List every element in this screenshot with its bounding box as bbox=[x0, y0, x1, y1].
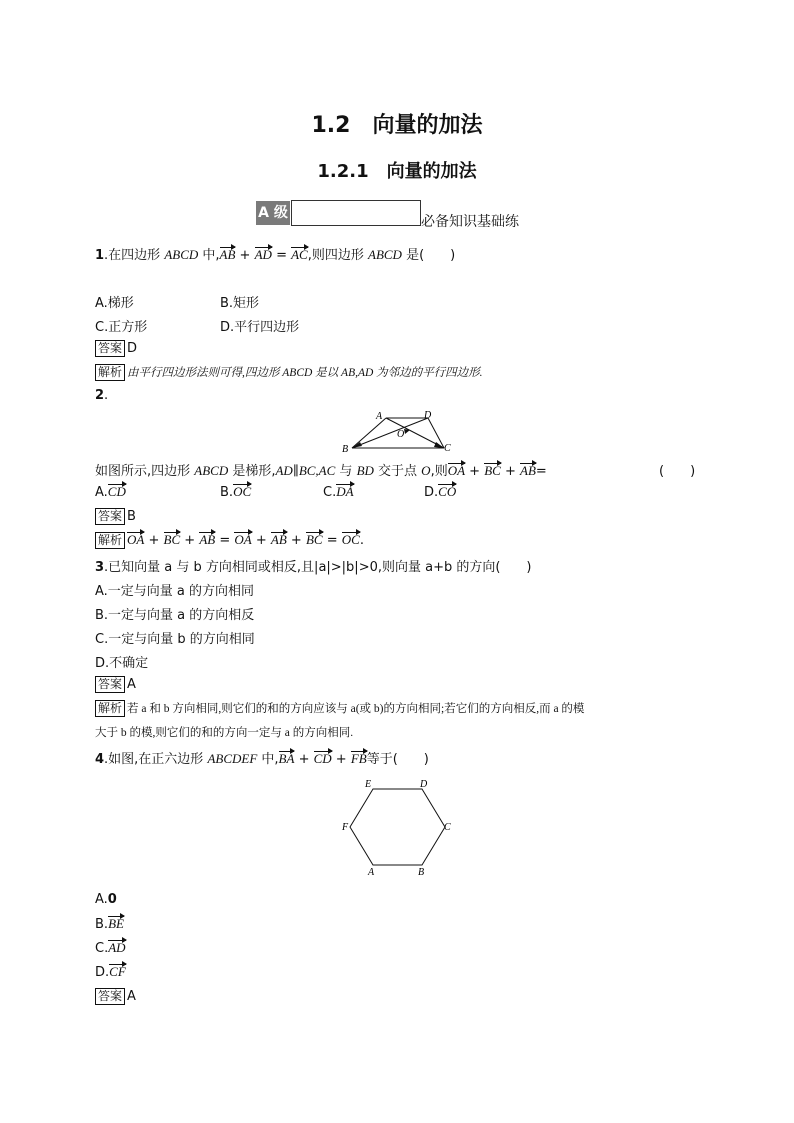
q1-option-b: B.矩形 bbox=[220, 296, 260, 311]
q4-option-b: B.BE bbox=[95, 916, 124, 932]
trapezoid-figure bbox=[338, 406, 458, 458]
q3-option-b: B.一定与向量 a 的方向相反 bbox=[95, 608, 255, 623]
q2-stem: 如图所示,四边形 ABCD 是梯形,AD∥BC,AC 与 BD 交于点 O,则OA + BC + AB= bbox=[95, 463, 547, 479]
q2-option-a: A.CD bbox=[95, 484, 126, 500]
q3-answer: 答案 A bbox=[95, 676, 136, 693]
section-title: 1.2 向量的加法 bbox=[311, 113, 483, 138]
q1-option-c: C.正方形 bbox=[95, 320, 148, 335]
q3-analysis-line2: 大于 b 的模,则它们的和的方向一定与 a 的方向相同. bbox=[95, 727, 354, 739]
label-c: C bbox=[444, 822, 451, 833]
level-badge: A 级 bbox=[256, 201, 290, 225]
q4-stem: 4.如图,在正六边形 ABCDEF 中,BA + CD + FB等于( ) bbox=[95, 751, 429, 767]
label-d: D bbox=[420, 779, 428, 790]
q2-option-d: D.CO bbox=[424, 484, 457, 500]
label-c: C bbox=[444, 443, 451, 454]
hexagon-figure bbox=[338, 776, 458, 878]
q3-stem: 3.已知向量 a 与 b 方向相同或相反,且|a|>|b|>0,则向量 a+b 的方向( ) bbox=[95, 560, 532, 575]
label-a: A bbox=[368, 867, 375, 878]
q2-paren: ( ) bbox=[659, 464, 696, 479]
q1-stem: 1.在四边形 ABCD 中,AB + AD = AC,则四边形 ABCD 是( ) bbox=[95, 247, 456, 263]
q1-option-d: D.平行四边形 bbox=[220, 320, 300, 335]
label-b: B bbox=[342, 444, 349, 455]
q3-option-c: C.一定与向量 b 的方向相同 bbox=[95, 632, 255, 647]
q2-analysis: 解析 OA + BC + AB = OA + AB + BC = OC. bbox=[95, 532, 364, 549]
q1-number: 1 bbox=[95, 248, 105, 263]
q2-option-c: C.DA bbox=[323, 484, 354, 500]
subsection-title: 1.2.1 向量的加法 bbox=[317, 161, 477, 182]
q4-option-d: D.CF bbox=[95, 964, 126, 980]
label-d: D bbox=[424, 410, 432, 421]
q4-option-c: C.AD bbox=[95, 940, 126, 956]
vector-ad: AD bbox=[254, 247, 272, 262]
q1-option-a: A.梯形 bbox=[95, 296, 134, 311]
q2-option-b: B.OC bbox=[220, 484, 252, 500]
q4-answer: 答案 A bbox=[95, 988, 136, 1005]
q4-option-a: A.0 bbox=[95, 892, 117, 907]
level-label: 必备知识基础练 bbox=[421, 214, 519, 230]
q3-option-d: D.不确定 bbox=[95, 656, 149, 671]
label-e: E bbox=[365, 779, 372, 790]
q1-analysis: 解析 由平行四边形法则可得,四边形 ABCD 是以 AB,AD 为邻边的平行四边形. bbox=[95, 364, 483, 381]
q3-analysis-line1: 解析 若 a 和 b 方向相同,则它们的和的方向应该与 a(或 b)的方向相同;若它们的方向相反,而 a 的模 bbox=[95, 700, 584, 717]
label-a: A bbox=[376, 411, 383, 422]
q2-number: 2. bbox=[95, 388, 109, 403]
vector-ac: AC bbox=[291, 247, 308, 262]
q3-option-a: A.一定与向量 a 的方向相同 bbox=[95, 584, 255, 599]
label-o: O bbox=[397, 429, 405, 440]
label-b: B bbox=[418, 867, 425, 878]
label-f: F bbox=[342, 822, 349, 833]
level-box bbox=[291, 200, 421, 226]
q2-answer: 答案 B bbox=[95, 508, 136, 525]
vector-ab: AB bbox=[219, 247, 236, 262]
q1-answer: 答案 D bbox=[95, 340, 137, 357]
